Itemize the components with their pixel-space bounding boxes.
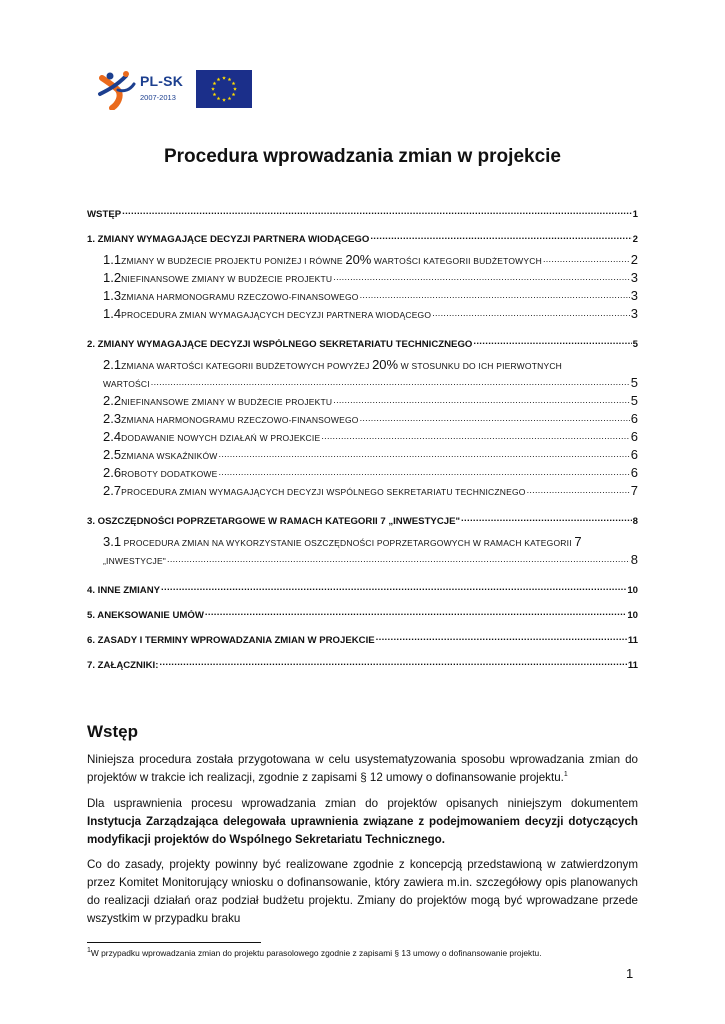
page-number: 1 bbox=[626, 966, 634, 981]
toc-entry-section-6[interactable]: 6. ZASADY I TERMINY WPROWADZANIA ZMIAN W PROJEKCIE ..... 11 bbox=[87, 633, 638, 645]
toc-entry-1-2[interactable]: 1.2NIEFINANSOWE ZMIANY W BUDŻECIE PROJEKTU ..... 3 bbox=[103, 270, 638, 288]
footnote-text: $^1$W przypadku wprowadzania zmian do projektu parasolowego zgodnie z zapisami § 13 umowy o dofinansowanie projektu. bbox=[87, 947, 542, 958]
toc-entry-2-4[interactable]: 2.4DODAWANIE NOWYCH DZIAŁAŃ W PROJEKCIE ..... 6 bbox=[103, 429, 638, 447]
paragraph-delegation: Dla usprawnienia procesu wprowadzania zmian do projektów opisanych niniejszym dokumentem Instytucja Zarządzająca delegowała uprawnienia związane z podejmowaniem decyzji dotyczących modyfikacji projektów do Wspólnego Sekretariatu Technicznego. bbox=[87, 797, 638, 846]
toc-entry-2-1[interactable]: 2.1ZMIANA WARTOŚCI KATEGORII BUDŻETOWYCH POWYŻEJ 20% W STOSUNKU DO ICH PIERWOTNYCH WARTOŚCI ..... 5 bbox=[103, 357, 638, 393]
toc-entry-section-4[interactable]: 4. INNE ZMIANY ..... 10 bbox=[87, 583, 638, 595]
toc-entry-section-3[interactable]: 3. OSZCZĘDNOŚCI POPRZETARGOWE W RAMACH KATEGORII 7 „INWESTYCJE" ..... 8 bbox=[87, 514, 638, 526]
eu-star-icon bbox=[213, 93, 217, 97]
toc-entry-section-7[interactable]: 7. ZAŁĄCZNIKI: ..... 11 bbox=[87, 658, 638, 670]
toc-entry-section-5[interactable]: 5. ANEKSOWANIE UMÓW ..... 10 bbox=[87, 608, 638, 620]
table-of-contents bbox=[87, 207, 638, 670]
plsk-brand-text: PL-SK bbox=[140, 73, 183, 89]
eu-star-icon bbox=[228, 77, 232, 81]
eu-star-icon bbox=[222, 76, 226, 80]
footnote-ref[interactable]: 1 bbox=[563, 771, 568, 779]
section-heading-wstep: Wstęp bbox=[87, 722, 138, 741]
toc-entry-section-1[interactable]: 1. ZMIANY WYMAGAJĄCE DECYZJI PARTNERA WIODĄCEGO ..... 2 bbox=[87, 232, 638, 244]
toc-entry-wstep[interactable]: WSTĘP ..... 1 bbox=[87, 207, 638, 219]
eu-star-icon bbox=[232, 93, 236, 97]
document-title: Procedura wprowadzania zmian w projekcie bbox=[163, 146, 561, 167]
toc-entry-1-4[interactable]: 1.4PROCEDURA ZMIAN WYMAGAJĄCYCH DECYZJI PARTNERA WIODĄCEGO ..... 3 bbox=[103, 306, 638, 324]
eu-star-icon bbox=[228, 97, 232, 101]
eu-star-icon bbox=[232, 82, 236, 86]
eu-star-icon bbox=[217, 77, 221, 81]
toc-entry-1-3[interactable]: 1.3ZMIANA HARMONOGRAMU RZECZOWO-FINANSOWEGO ..... 3 bbox=[103, 288, 638, 306]
paragraph-principles: Co do zasady, projekty powinny być realizowane zgodnie z koncepcją przedstawioną w zatwierdzonym przez Komitet Monitorujący wniosku o dofinansowanie, który zawiera m.in. szczegółowy opis planowanych do realizacji działań oraz podział budżetu projektu. Zmiany do projektów mogą być wprowadzane przede wszystkim w przypadku braku bbox=[87, 858, 638, 925]
plsk-years-text: 2007-2013 bbox=[140, 93, 176, 102]
paragraph-intro: Niniejsza procedura została przygotowana w celu usystematyzowania sposobu wprowadzania zmian do projektów w trakcie ich realizacji, zgodnie z zapisami § 12 umowy o dofinansowanie projektu.$^1$ bbox=[87, 753, 638, 784]
plsk-logo bbox=[96, 68, 192, 110]
toc-entry-1-1[interactable]: 1.1ZMIANY W BUDŻECIE PROJEKTU PONIŻEJ I RÓWNE 20% WARTOŚCI KATEGORII BUDŻETOWYCH ..... 2 bbox=[103, 252, 638, 270]
eu-star-icon bbox=[211, 87, 215, 91]
eu-star-icon bbox=[222, 98, 226, 102]
toc-entry-2-7[interactable]: 2.7PROCEDURA ZMIAN WYMAGAJĄCYCH DECYZJI WSPÓLNEGO SEKRETARIATU TECHNICZNEGO ..... 7 bbox=[103, 483, 638, 501]
toc-entry-section-2[interactable]: 2. ZMIANY WYMAGAJĄCE DECYZJI WSPÓLNEGO SEKRETARIATU TECHNICZNEGO ..... 5 bbox=[87, 337, 638, 349]
eu-star-icon bbox=[217, 97, 221, 101]
eu-flag-icon bbox=[196, 70, 252, 108]
eu-star-icon bbox=[213, 82, 217, 86]
toc-entry-2-5[interactable]: 2.5ZMIANA WSKAŹNIKÓW ..... 6 bbox=[103, 447, 638, 465]
toc-entry-3-1[interactable]: 3.1 PROCEDURA ZMIAN NA WYKORZYSTANIE OSZCZĘDNOŚCI POPRZETARGOWYCH W RAMACH KATEGORII 7 „INWESTYCJE" ..... 8 bbox=[103, 534, 638, 570]
toc-entry-2-3[interactable]: 2.3ZMIANA HARMONOGRAMU RZECZOWO-FINANSOWEGO ..... 6 bbox=[103, 411, 638, 429]
toc-entry-2-2[interactable]: 2.2NIEFINANSOWE ZMIANY W BUDŻECIE PROJEKTU ..... 5 bbox=[103, 393, 638, 411]
toc-entry-2-6[interactable]: 2.6ROBOTY DODATKOWE ..... 6 bbox=[103, 465, 638, 483]
header-logos bbox=[96, 68, 252, 110]
plsk-figure-icon bbox=[96, 68, 140, 110]
eu-star-icon bbox=[233, 87, 237, 91]
footnote-separator bbox=[87, 942, 261, 943]
